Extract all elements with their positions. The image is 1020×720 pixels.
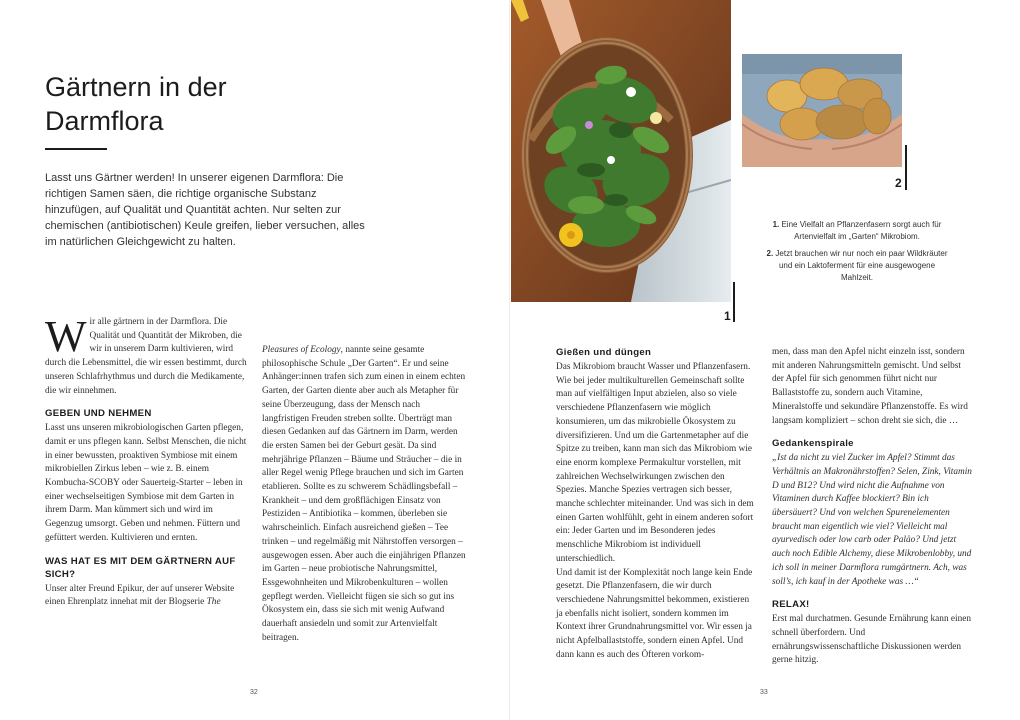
paragraph-komplexitaet: Und damit ist der Komplexität noch lange kein Ende gesetzt. Die Pflanzenfasern, die wir durch verschiedene Nahrungsmittel bekommen, existieren ja ebenfalls nicht isoliert, sondern kommen im Kontext ihrer Grundnahrungsmittel vor. Wir essen ja nicht Apfelballaststoffe, sondern einen Apfel. Und dann kann es auch des Öfteren vorkom- <box>556 567 753 660</box>
figure-captions <box>762 219 952 289</box>
photo-potatoes <box>742 54 902 167</box>
text-column-3 <box>556 346 756 662</box>
heading-gedankenspirale: Gedankenspirale <box>772 438 854 450</box>
caption-1-number: 1. <box>772 220 780 229</box>
paragraph-apfel: men, dass man den Apfel nicht einzeln isst, sondern mit anderen Nahrungsmitteln gemischt. Und selbst der Apfel für sich genommen führt nicht nur Ballaststoffe zu, sondern auch Vitamine, Mineralstoffe und sekundäre Pflanzenstoffe. Es wird langsam kompliziert – schon dreht sie sich, die … <box>772 347 968 426</box>
epikur-italic: The <box>206 597 221 608</box>
caption-2-number: 2. <box>766 249 774 258</box>
caption-1-text: Eine Vielfalt an Pflanzenfasern sorgt auch für Artenvielfalt im „Garten“ Mikrobiom. <box>781 220 942 241</box>
epikur-text: Unser alter Freund Epikur, der auf unserer Website einen Ehrenplatz innehat mit der Blogserie <box>45 583 235 608</box>
page-number-left: 32 <box>250 689 258 696</box>
figure-1-marker <box>733 282 735 322</box>
heading-gaertnern: WAS HAT ES MIT DEM GÄRTNERN AUF SICH? <box>45 555 236 580</box>
photo-basket-greens <box>511 0 731 302</box>
caption-1 <box>762 219 952 243</box>
paragraph-geben: Lasst uns unseren mikrobiologischen Garten pflegen, damit er uns pflegen kann. Selbst Menschen, die nicht in einer bewussten, proaktiven Symbiose mit einem mikrobiellen Zirkus leben – wie z. B. einem Kombucha-SCOBY oder Sauerteig-Starter – leben in einer wechselseitigen Symbiose mit dem Garten in ihrem Darm. Man kümmert sich und wird im Gegenzug umsorgt. Geben und nehmen. Füttern und gefüttert werden. Kultivieren und ernten. <box>45 423 247 543</box>
title-line-1: Gärtnern in der <box>45 72 227 102</box>
intro-text: ir alle gärtnern in der Darmflora. Die Qualität und Quantität der Mikroben, die wir in unserem Darm kultivieren, wird durch die Lebensmittel, die wir essen bestimmt, durch unseren Schlafrhythmus und durch die Medikamente, die wir einnehmen. <box>45 317 247 396</box>
quote-gedankenspirale: „Ist da nicht zu viel Zucker im Apfel? Stimmt das Verhältnis an Makronährstoffen? Selen, Zink, Vitamin D und B12? Und wird nicht die Aufnahme von Vitaminen durch Kaffee blockiert? Bin ich übersäuert? Und von welchen Spurenelementen braucht man eigentlich wie viel? Vielleicht mal ayurvedisch oder low carb oder Paläo? Und jetzt auch noch Edible Alchemy, diese Mikrobenlobby, und ich soll in meiner Darmflora rumgärtnern. Ach, was soll’s, ich kauf in der Apotheke was …“ <box>772 453 972 587</box>
caption-2-text: Jetzt brauchen wir nur noch ein paar Wildkräuter und ein Laktoferment für eine ausgewogene Mahlzeit. <box>775 249 948 282</box>
garten-text: , nannte seine gesamte philosophische Schule „Der Garten“. Er und seine Anhänger:innen trafen sich zum einen in einem echten Garten, der Garten diente aber auch als Metapher für seine Überzeugung, dass der Mensch nach langfristigen Freuden streben sollte. Überträgt man diesen Gedanken auf das Gärtnern im Darm, werden die ersten Samen bei der Geburt gesät. Da sind mehrjährige Pflanzen – Bäume und Sträucher – die in aller Regel wenig Pflege brauchen und sich im Garten etablieren. Sollte es zu schwerem Schädlingsbefall – Krankheit – und dem großflächigen Einsatz von Pestiziden – Antibiotika – kommen, überleben sie wahrscheinlich. Einfach ausreichend gießen – Tee trinken – und regelmäßig mit Nährstoffen versorgen – ausgewogen essen. Aber auch die einjährigen Pflanzen im Garten – neue probiotische Nahrungsmittel, Essgewohnheiten und Mikrobenkulturen – wollen gepflegt werden. Vielleicht fügen sie sich so gut ins Ökosystem ein, dass sie sich mit wenig Aufwand dauerhaft ansiedeln und somit zur Artenvielfalt beitragen. <box>262 345 466 643</box>
caption-2 <box>762 248 952 284</box>
text-column-4 <box>772 346 972 668</box>
potatoes-illustration <box>742 54 902 167</box>
figure-number-2: 2 <box>895 176 902 190</box>
drop-cap: W <box>45 312 87 361</box>
paragraph-mikrobiom: Das Mikrobiom braucht Wasser und Pflanzenfasern. Wie bei jeder multikulturellen Gemeinschaft sollte man auf vielfältigen Input abzielen, also so viele verschiedene Pflanzenfasern wie möglich konsumieren, um das mikrobielle Ökosystem zu diversifizieren. Und um die Gartenmetapher auf die Spitze zu treiben, kann man sich das Mikrobiom wie eine enorm komplexe Permakultur vorstellen, mit zahlreichen Wechselwirkungen zwischen den Spezies. Manche Spezies vertragen sich besser, manche schlechter miteinander. Und was sich in dem einen Garten wohlfühlt, geht in einem anderen sofort ein: Jeder Garten und im Besonderen jedes menschliche Mikrobiom ist individuell unterschiedlich. <box>556 362 754 564</box>
lead-paragraph: Lasst uns Gärtner werden! In unserer eigenen Darmflora: Die richtigen Samen säen, die richtige organische Substanz hinzufügen, auf Qualität und Quantität achten. Nur selten zur chemischen (antibiotischen) Keule greifen, lieber versuchen, alles im natürlichen Gleichgewicht zu halten. <box>45 172 365 248</box>
figure-2-marker <box>905 145 907 190</box>
heading-relax: RELAX! <box>772 599 810 611</box>
heading-geben-und-nehmen: GEBEN UND NEHMEN <box>45 408 152 420</box>
figure-number-1: 1 <box>724 309 731 323</box>
paragraph-relax: Erst mal durchatmen. Gesunde Ernährung kann einen schnell überfordern. Und ernährungswissenschaftliche Diskussionen werden gerne hitzig. <box>772 614 972 666</box>
page-title <box>45 70 345 138</box>
basket-illustration <box>511 0 731 302</box>
paragraph-garten <box>262 344 467 645</box>
text-column-2 <box>262 344 467 645</box>
title-rule <box>45 148 107 150</box>
paragraph-epikur <box>45 583 250 610</box>
heading-giessen: Gießen und düngen <box>556 347 652 358</box>
blog-series-title: Pleasures of Ecology <box>262 345 341 355</box>
title-line-2: Darmflora <box>45 106 164 136</box>
page-number-right: 33 <box>760 689 768 696</box>
text-column-1 <box>45 312 250 610</box>
intro-paragraph <box>45 312 250 398</box>
